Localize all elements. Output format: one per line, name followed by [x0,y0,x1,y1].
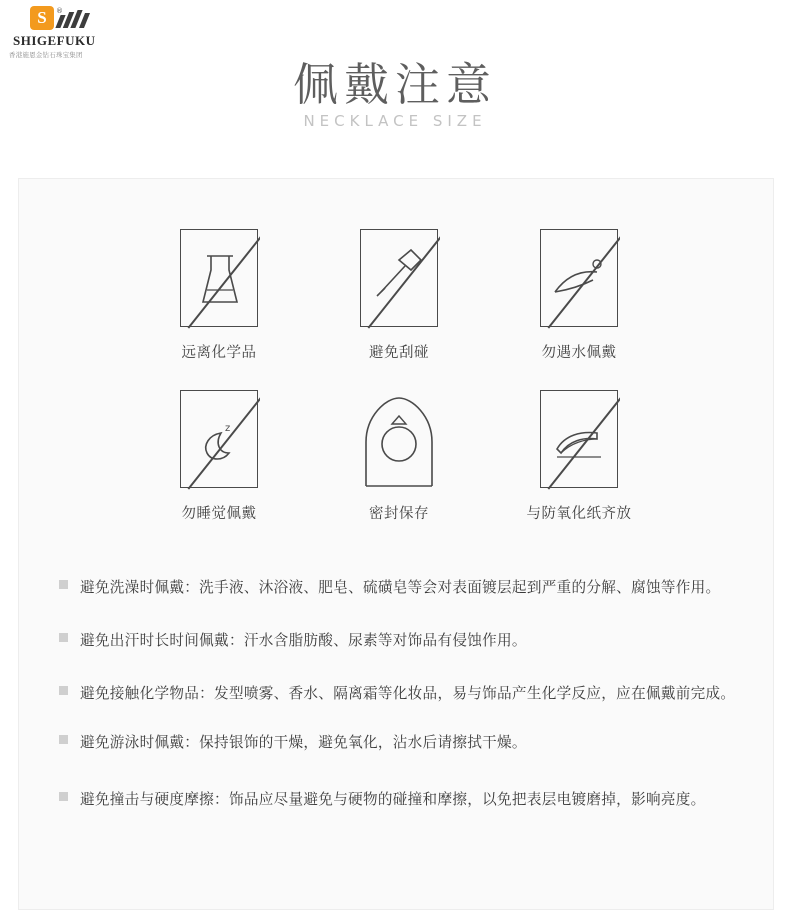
icon-label: 勿遇水佩戴 [541,345,617,361]
icon-cell [499,390,659,523]
bullet-square-icon [59,633,68,642]
icon-label: 勿睡觉佩戴 [181,506,257,522]
icon-row [139,390,659,523]
page-subtitle: NECKLACE SIZE [303,112,487,130]
sleep-moon-icon [180,390,258,488]
anti-oxidation-paper-icon [540,390,618,488]
icon-cell [319,390,479,523]
icon-cell [139,229,299,362]
icon-label: 与防氧化纸齐放 [526,506,632,522]
list-item-text: 避免出汗时长时间佩戴：汗水含脂肪酸、尿素等对饰品有侵蚀作用。 [80,632,527,649]
sealed-pouch-ring-icon [360,390,438,488]
logo-mark [8,6,96,59]
bullet-square-icon [59,792,68,801]
list-item-text: 避免游泳时佩戴：保持银饰的干燥，避免氧化，沾水后请擦拭干燥。 [80,734,527,751]
chemical-flask-icon [180,229,258,327]
icon-cell [319,229,479,362]
bullet-square-icon [59,686,68,695]
list-item-text: 避免接触化学物品：发型喷雾、香水、隔离霜等化妆品，易与饰品产生化学反应，应在佩戴前完成。 [80,685,736,702]
icon-grid [139,229,659,535]
icon-label: 密封保存 [369,506,429,522]
svg-text:z: z [225,423,231,434]
icon-row [139,229,659,362]
list-item-text: 避免撞击与硬度摩擦：饰品应尽量避免与硬物的碰撞和摩擦，以免把表层电镀磨掉，影响亮度。 [80,791,706,808]
hammer-scratch-icon [360,229,438,327]
bullet-square-icon [59,580,68,589]
logo-badge-letter: S [30,6,54,30]
logo-tagline: 香港施恩金钻石珠宝集团 [9,51,83,59]
icon-label: 远离化学品 [181,345,257,361]
list-item [59,680,739,707]
list-item [59,786,739,813]
list-item [59,627,739,654]
page-title: 佩戴注意 [292,58,497,111]
bullet-square-icon [59,735,68,744]
icon-cell [499,229,659,362]
registered-mark: ® [56,7,63,15]
logo-bars-icon [56,10,90,29]
icon-label: 避免刮碰 [369,345,429,361]
list-item [59,574,739,601]
notes-list [59,574,739,839]
list-item [59,729,739,756]
list-item-text: 避免洗澡时佩戴：洗手液、沐浴液、肥皂、硫磺皂等会对表面镀层起到严重的分解、腐蚀等作用。 [80,579,721,596]
hand-water-icon [540,229,618,327]
content-card [18,178,774,910]
logo-brand-name: SHIGEFUKU [13,33,96,48]
icon-cell [139,390,299,523]
